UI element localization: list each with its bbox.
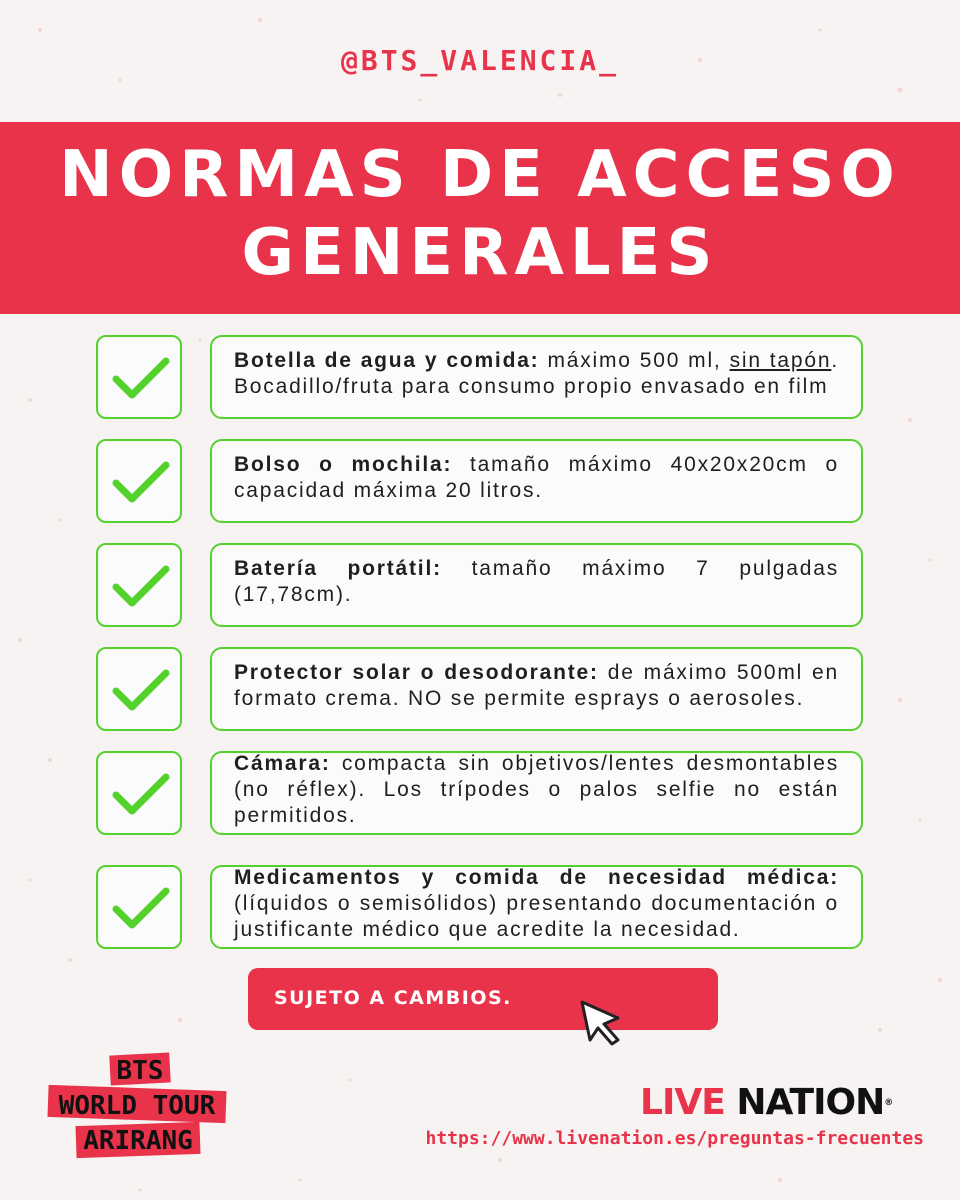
page-title bbox=[0, 136, 960, 292]
check-icon bbox=[108, 563, 172, 611]
rule-description-end: . Bocadillo/fruta para consumo propio envasado en film bbox=[234, 349, 839, 398]
rule-description-underlined: sin tapón bbox=[729, 349, 832, 372]
check-box bbox=[96, 865, 182, 949]
account-handle: @BTS_VALENCIA_ bbox=[340, 44, 619, 77]
live-nation-logo bbox=[640, 1080, 892, 1126]
rule-text bbox=[234, 556, 839, 608]
check-icon bbox=[108, 885, 172, 933]
tour-logo-line-1: BTS bbox=[116, 1056, 164, 1086]
check-icon bbox=[108, 355, 172, 403]
cursor-arrow-icon bbox=[578, 998, 628, 1048]
rule-text bbox=[234, 348, 839, 400]
rule-item bbox=[210, 335, 863, 419]
check-icon bbox=[108, 667, 172, 715]
check-box bbox=[96, 751, 182, 835]
rule-label: Cámara: bbox=[234, 752, 331, 775]
title-line-2: GENERALES bbox=[241, 216, 719, 290]
rule-text bbox=[234, 660, 839, 712]
notice-label: SUJETO A CAMBIOS. bbox=[274, 987, 512, 1009]
subject-to-change-button[interactable] bbox=[248, 968, 718, 1030]
registered-mark: ® bbox=[884, 1098, 893, 1108]
rule-label: Protector solar o desodorante: bbox=[234, 661, 599, 684]
brand-nation: NATION bbox=[736, 1082, 885, 1123]
tour-logo-line-3: ARIRANG bbox=[83, 1126, 193, 1156]
rule-label: Batería portátil: bbox=[234, 557, 442, 580]
rule-item bbox=[210, 439, 863, 523]
faq-link[interactable]: https://www.livenation.es/preguntas-frecuentes bbox=[425, 1128, 924, 1149]
brand-live: LIVE bbox=[640, 1082, 725, 1123]
rule-label: Bolso o mochila: bbox=[234, 453, 453, 476]
tour-logo-line-2: WORLD TOUR bbox=[58, 1091, 216, 1121]
check-box bbox=[96, 335, 182, 419]
check-box bbox=[96, 543, 182, 627]
check-box bbox=[96, 439, 182, 523]
rule-item bbox=[210, 751, 863, 835]
rule-description: (líquidos o semisólidos) presentando documentación o justificante médico que acredite la necesidad. bbox=[234, 892, 839, 941]
rule-description: tamaño máximo 40x20x20cm o capacidad máxima 20 litros. bbox=[234, 453, 839, 502]
rule-text bbox=[234, 751, 839, 829]
check-icon bbox=[108, 459, 172, 507]
rule-item bbox=[210, 647, 863, 731]
rule-text bbox=[234, 452, 839, 504]
rule-item bbox=[210, 865, 863, 949]
bts-world-tour-arirang-logo bbox=[40, 1052, 230, 1162]
rule-text bbox=[234, 865, 839, 943]
rule-label: Botella de agua y comida: bbox=[234, 349, 540, 372]
check-box bbox=[96, 647, 182, 731]
rule-description: de máximo 500ml en formato crema. NO se permite esprays o aerosoles. bbox=[234, 661, 839, 710]
rule-item bbox=[210, 543, 863, 627]
rule-description: compacta sin objetivos/lentes desmontables (no réflex). Los trípodes o palos selfie no están permitidos. bbox=[234, 752, 839, 827]
rule-description: tamaño máximo 7 pulgadas (17,78cm). bbox=[234, 557, 839, 606]
rule-description: máximo 500 ml, bbox=[539, 349, 730, 372]
title-line-1: NORMAS DE ACCESO bbox=[59, 138, 901, 212]
check-icon bbox=[108, 771, 172, 819]
rule-label: Medicamentos y comida de necesidad médica: bbox=[234, 866, 839, 889]
